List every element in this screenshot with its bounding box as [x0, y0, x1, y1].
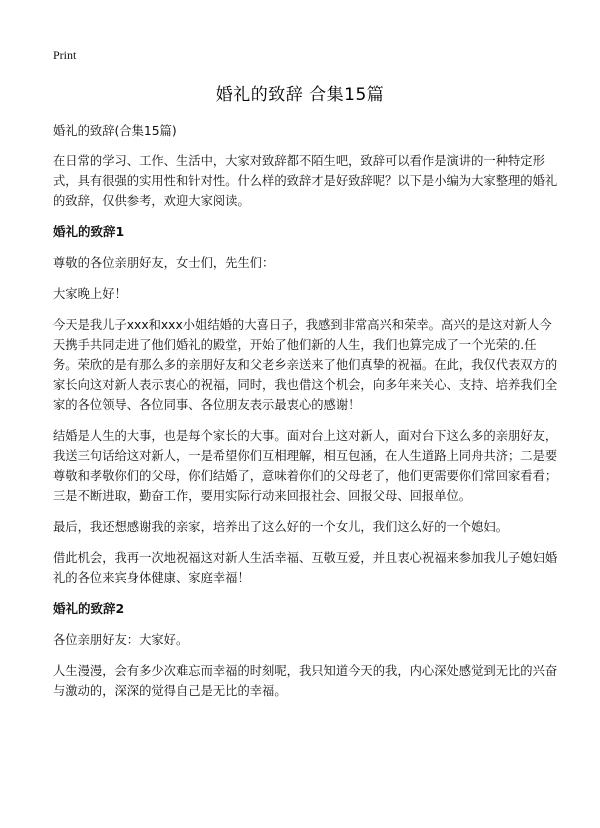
intro-paragraph: 在日常的学习、工作、生活中，大家对致辞都不陌生吧，致辞可以看作是演讲的一种特定形式，具有很强的实用性和针对性。什么样的致辞才是好致辞呢？以下是小编为大家整理的婚礼的致辞，仅供参考，欢迎大家阅读。: [53, 154, 558, 208]
paragraph: 最后，我还想感谢我的亲家，培养出了这么好的一个女儿，我们这么好的一个媳妇。: [53, 520, 508, 534]
paragraph: 各位亲朋好友：大家好。: [53, 633, 189, 647]
paragraph: 今天是我儿子xxx和xxx小姐结婚的大喜日子，我感到非常高兴和荣幸。高兴的是这对新人今天携手共同走进了他们婚礼的殿堂，开始了他们新的人生，我们也算完成了一个光荣的.任务。荣欣的是有那么多的亲朋好友和父老乡亲送来了他们真挚的祝福。在此，我仅代表双方的家长向这对新人表示衷心的祝福，同时，我也借这个机会，向多年来关心、支持、培养我们全家的各位领导、各位同事、各位朋友表示最衷心的感谢！: [53, 318, 558, 412]
document-subtitle: 婚礼的致辞(合集15篇): [53, 124, 177, 138]
paragraph: 人生漫漫，会有多少次难忘而幸福的时刻呢，我只知道今天的我，内心深处感觉到无比的兴奋与激动的，深深的觉得自己是无比的幸福。: [53, 664, 558, 698]
section-heading-2: 婚礼的致辞2: [53, 601, 125, 616]
paragraph: 结婚是人生的大事，也是每个家长的大事。面对台上这对新人，面对台下这么多的亲朋好友，我送三句话给这对新人，一是希望你们互相理解，相互包涵，在人生道路上同舟共济；二是要尊敬和孝敬你们的父母，你们结婚了，意味着你们的父母老了，他们更需要你们常回家看看；三是不断进取，勤奋工作，要用实际行动来回报社会、回报父母、回报单位。: [53, 429, 558, 503]
page-title: 婚礼的致辞 合集15篇: [215, 85, 385, 105]
paragraph: 大家晚上好！: [53, 287, 127, 301]
paragraph: 尊敬的各位亲朋好友，女士们，先生们：: [53, 256, 275, 270]
document-body: [53, 121, 558, 712]
print-link[interactable]: Print: [53, 48, 77, 62]
section-heading-1: 婚礼的致辞1: [53, 224, 125, 239]
paragraph: 借此机会，我再一次地祝福这对新人生活幸福、互敬互爱，并且衷心祝福来参加我儿子媳妇婚礼的各位来宾身体健康、家庭幸福！: [53, 551, 558, 585]
